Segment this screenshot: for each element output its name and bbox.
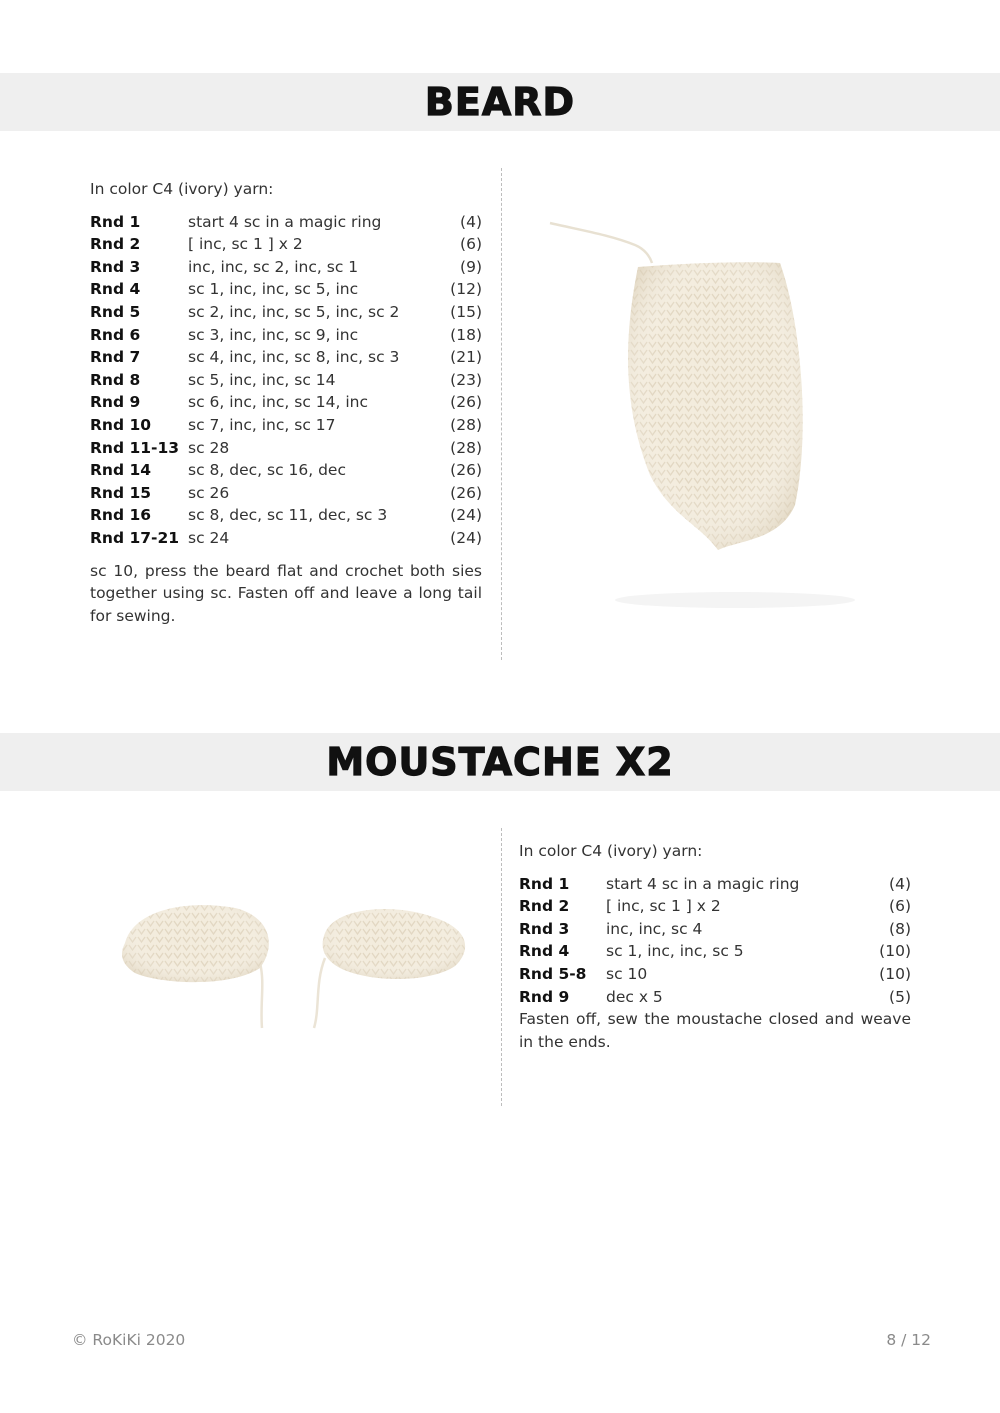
round-label: Rnd 2 [519, 897, 570, 916]
beard-photo [540, 205, 920, 610]
round-stitch-count: (4) [889, 874, 911, 893]
moustache-instructions [519, 840, 911, 1053]
round-label: Rnd 6 [90, 325, 141, 344]
round-label: Rnd 3 [90, 257, 141, 276]
moustache-header-band [0, 733, 1000, 791]
round-label: Rnd 10 [90, 415, 152, 434]
round-stitches: sc 2, inc, inc, sc 5, inc, sc 2 [188, 302, 400, 321]
round-stitch-count: (6) [460, 235, 482, 254]
round-stitches: sc 24 [188, 528, 230, 547]
round-stitches: sc 10 [606, 964, 648, 983]
round-label: Rnd 2 [90, 235, 141, 254]
round-stitches: sc 5, inc, inc, sc 14 [188, 370, 336, 389]
round-label: Rnd 9 [90, 393, 141, 412]
round-label: Rnd 1 [519, 874, 570, 893]
round-stitch-count: (6) [889, 897, 911, 916]
moustache-rounds-table [519, 873, 911, 1009]
round-label: Rnd 14 [90, 461, 152, 480]
round-stitch-count: (28) [450, 415, 482, 434]
round-row [90, 346, 482, 369]
round-stitches: sc 8, dec, sc 16, dec [188, 461, 346, 480]
round-row [519, 918, 911, 941]
round-row [90, 324, 482, 347]
round-row [519, 873, 911, 896]
round-label: Rnd 15 [90, 483, 152, 502]
round-stitch-count: (8) [889, 919, 911, 938]
round-label: Rnd 16 [90, 506, 152, 525]
moustache-title: MOUSTACHE X2 [326, 740, 674, 784]
round-stitches: sc 28 [188, 438, 230, 457]
footer-copyright: © RoKiKi 2020 [72, 1331, 186, 1349]
round-stitches: sc 1, inc, inc, sc 5, inc [188, 280, 359, 299]
round-label: Rnd 1 [90, 212, 141, 231]
round-row [90, 256, 482, 279]
round-label: Rnd 5-8 [519, 964, 587, 983]
round-stitches: sc 3, inc, inc, sc 9, inc [188, 325, 359, 344]
round-stitch-count: (26) [450, 461, 482, 480]
round-stitches: start 4 sc in a magic ring [188, 212, 382, 231]
round-stitch-count: (12) [450, 280, 482, 299]
round-row [90, 437, 482, 460]
footer-page-number: 8 / 12 [886, 1331, 931, 1349]
round-stitch-count: (26) [450, 483, 482, 502]
round-label: Rnd 17-21 [90, 528, 180, 547]
round-row [90, 504, 482, 527]
round-stitch-count: (23) [450, 370, 482, 389]
round-stitch-count: (10) [879, 964, 911, 983]
round-row [90, 301, 482, 324]
round-stitch-count: (24) [450, 506, 482, 525]
round-stitch-count: (26) [450, 393, 482, 412]
beard-column-divider [501, 168, 502, 660]
round-stitch-count: (10) [879, 942, 911, 961]
round-stitch-count: (5) [889, 987, 911, 1006]
round-label: Rnd 4 [519, 942, 570, 961]
round-stitch-count: (28) [450, 438, 482, 457]
round-stitches: inc, inc, sc 2, inc, sc 1 [188, 257, 359, 276]
round-stitch-count: (24) [450, 528, 482, 547]
round-stitches: sc 8, dec, sc 11, dec, sc 3 [188, 506, 388, 525]
round-row [90, 278, 482, 301]
round-stitch-count: (18) [450, 325, 482, 344]
beard-header-band [0, 73, 1000, 131]
round-stitches: sc 4, inc, inc, sc 8, inc, sc 3 [188, 348, 400, 367]
round-label: Rnd 11-13 [90, 438, 180, 457]
beard-title: BEARD [424, 80, 576, 124]
round-row [90, 369, 482, 392]
round-row [90, 211, 482, 234]
moustache-intro: In color C4 (ivory) yarn: [519, 842, 703, 860]
round-row [519, 940, 911, 963]
round-stitches: sc 1, inc, inc, sc 5 [606, 942, 744, 961]
round-stitch-count: (4) [460, 212, 482, 231]
beard-note: sc 10, press the beard flat and crochet both sies together using sc. Fasten off and leave a long tail for sewing. [90, 561, 482, 625]
round-stitches: inc, inc, sc 4 [606, 919, 703, 938]
round-row [519, 963, 911, 986]
round-row [90, 527, 482, 550]
round-stitches: sc 26 [188, 483, 230, 502]
beard-instructions [90, 178, 482, 627]
round-stitch-count: (9) [460, 257, 482, 276]
round-stitch-count: (15) [450, 302, 482, 321]
moustache-note: Fasten off, sew the moustache closed and weave in the ends. [519, 1010, 911, 1051]
round-stitches: dec x 5 [606, 987, 663, 1006]
round-label: Rnd 3 [519, 919, 570, 938]
round-stitches: sc 6, inc, inc, sc 14, inc [188, 393, 369, 412]
round-label: Rnd 5 [90, 302, 141, 321]
round-row [90, 459, 482, 482]
round-stitches: [ inc, sc 1 ] x 2 [606, 897, 721, 916]
round-row [90, 391, 482, 414]
round-row [90, 233, 482, 256]
beard-intro: In color C4 (ivory) yarn: [90, 180, 274, 198]
round-stitches: start 4 sc in a magic ring [606, 874, 800, 893]
moustache-column-divider [501, 828, 502, 1106]
round-row [90, 414, 482, 437]
round-label: Rnd 8 [90, 370, 141, 389]
round-stitches: sc 7, inc, inc, sc 17 [188, 415, 336, 434]
round-stitch-count: (21) [450, 348, 482, 367]
round-stitches: [ inc, sc 1 ] x 2 [188, 235, 303, 254]
round-row [519, 895, 911, 918]
moustache-photo [110, 888, 490, 1033]
beard-rounds-table [90, 211, 482, 550]
round-row [90, 482, 482, 505]
round-label: Rnd 9 [519, 987, 570, 1006]
round-label: Rnd 4 [90, 280, 141, 299]
round-label: Rnd 7 [90, 348, 141, 367]
round-row [519, 986, 911, 1009]
